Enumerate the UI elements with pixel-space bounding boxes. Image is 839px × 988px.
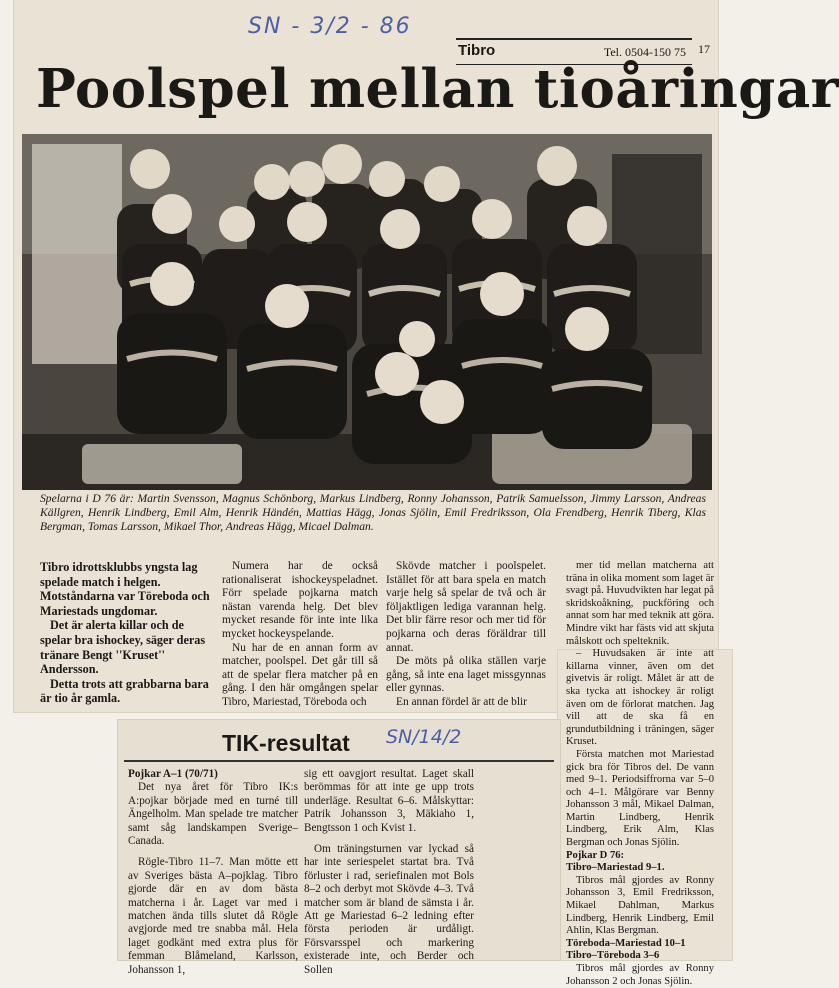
team-photo xyxy=(22,134,712,490)
results-line: Tibro–Mariestad 9–1. xyxy=(566,862,665,874)
article-paragraph: Nu har de en annan form av matcher, poolspel. Det går till så att de spelar flera matcher på en gång. I den här omgången spelar Tibro, Mariestad, Töreboda och xyxy=(222,641,378,708)
article-column-2 xyxy=(222,560,378,710)
article-paragraph: Numera har de också rationaliserat ishockeyspeladnet. Förr spelade pojkarna match nästan varenda helg. Det blev mycket resande för inte inte lika mycket hockeyspelande. xyxy=(222,560,378,640)
photo-caption: Spelarna i D 76 är: Martin Svensson, Magnus Schönborg, Markus Lindberg, Ronny Johansson, Patrik Samuelsson, Jimmy Larsson, Andreas Källgren, Henrik Lindberg, Emil Alm, Henrik Händén, Mattias Hägg, Jonas Sjölin, Emil Fredriksson, Ola Frendberg, Henrik Tiberg, Klas Bergman, Tomas Larsson, Mikael Thor, Andreas Hägg, Micael Dalman. xyxy=(40,492,706,534)
handwritten-date: SN - 3/2 - 86 xyxy=(248,14,412,39)
masthead-paper-name: Tibro xyxy=(458,42,496,59)
tik-title: TIK-resultat xyxy=(222,730,350,756)
tik-divider xyxy=(124,760,554,762)
article-paragraph: De möts på olika ställen varje gång, så inte ena laget missgynnas eller gynnas. xyxy=(386,655,546,695)
article-column-4 xyxy=(566,560,714,988)
article-paragraph: mer tid mellan matcherna att träna in olika moment som laget är svagt på. Huvudvikten har legat på skridskoåkning, puckföring och annat som har med teknik att göra. Mindre vikt har fästs vid att skjuta målskott och spelteknik. xyxy=(566,560,714,647)
article-paragraph: Skövde matcher i poolspelet. Istället för att bara spela en match varje helg så spelar de två och är följaktligen lediga varannan helg. Det blir färre resor och mer tid för pojkarna och deras föräldrar till annat. xyxy=(386,560,546,654)
headline: Poolspel mellan tioåringar xyxy=(36,58,839,120)
results-text: Tibros mål gjordes av Ronny Johansson 2 och Jonas Sjölin. xyxy=(566,963,714,987)
article-paragraph: En annan fördel är att de blir xyxy=(396,695,527,708)
lede-paragraph: Det är alerta killar och de spelar bra ishockey, säger deras tränare Bengt ''Kruset'' Andersson. xyxy=(40,618,206,677)
article-column-3 xyxy=(386,560,546,710)
page-number: 17 xyxy=(698,42,710,56)
tik-paragraph: Rögle-Tibro 11–7. Man mötte ett av Sveriges bästa A–pojklag. Tibro gjorde där en av dom bästa matcherna i år. Laget var med i matchen ända tills slutet då Rögle avgjorde med tre snabba mål. Hela laget godkänt med extra plus för femman Blåmeland, Karlsson, Johansson 1, xyxy=(128,856,298,976)
results-heading: Pojkar D 76: xyxy=(566,849,625,861)
tik-paragraph: sig ett oavgjort resultat. Laget skall berömmas för att inte ge upp trots underläge. Resultat 6–6. Målskyttar: Patrik Johansson 3, Mäkiaho 1, Bengtsson 1 och Kvist 1. xyxy=(304,768,474,834)
team-photo-illustration xyxy=(22,134,712,490)
tik-column-2 xyxy=(304,768,474,977)
tik-heading: Pojkar A–1 (70/71) xyxy=(128,768,218,780)
tik-paragraph: Det nya året för Tibro IK:s A:pojkar började med en turné till Ängelholm. Man spelade tre matcher samt såg landskampen Sverige–Canada. xyxy=(128,781,298,848)
results-line: Töreboda–Mariestad 10–1 xyxy=(566,937,686,949)
article-lede xyxy=(40,560,216,706)
tik-column-1 xyxy=(128,768,298,977)
lede-paragraph: Detta trots att grabbarna bara är tio år gamla. xyxy=(40,676,209,706)
article-paragraph: – Huvudsaken är inte att killarna vinner, även om det givetvis är roligt. Målet är att de ska tycka att ishockey är roligt även om de förlorat matchen. Jag vill att de ska få en grundutbildning i träningen, säger Kruset. xyxy=(566,648,714,748)
article-paragraph: Första matchen mot Mariestad gick bra för Tibros del. De vann med 9–1. Periodsiffrorna var 5–0 och 4–1. Målgörare var Benny Johansson 3 mål, Mikael Dalman, Martin Lindberg, Henrik Lindberg, Erik Alm, Klas Bergman och Jonas Sjölin. xyxy=(566,748,714,849)
results-text: Tibros mål gjordes av Ronny Johansson 3, Emil Fredriksson, Mikael Dahlman, Markus Lindberg, Henrik Lindberg, Emil Ahlin, Klas Bergman. xyxy=(566,874,714,937)
tik-paragraph: Om träningsturnen var lyckad så har inte seriespelet startat bra. Två förluster i rad, seriefinalen mot Bols 8–2 och derbyt mot Skövde 4–3. Två matcher som är bland de sämsta i år. Att ge Mariestad 6–2 ledning efter första perioden är urdåligt. Försvarsspel och markering existerade inte, och Berder och Sollen xyxy=(304,843,474,976)
masthead-phone: Tel. 0504-150 75 xyxy=(603,45,686,59)
results-line: Tibro–Töreboda 3–6 xyxy=(566,950,660,962)
handwritten-date-tik: SN/14/2 xyxy=(386,726,462,748)
lede-paragraph: Tibro idrottsklubbs yngsta lag spelade match i helgen. Motståndarna var Töreboda och Mariestads ungdomar. xyxy=(40,560,210,618)
